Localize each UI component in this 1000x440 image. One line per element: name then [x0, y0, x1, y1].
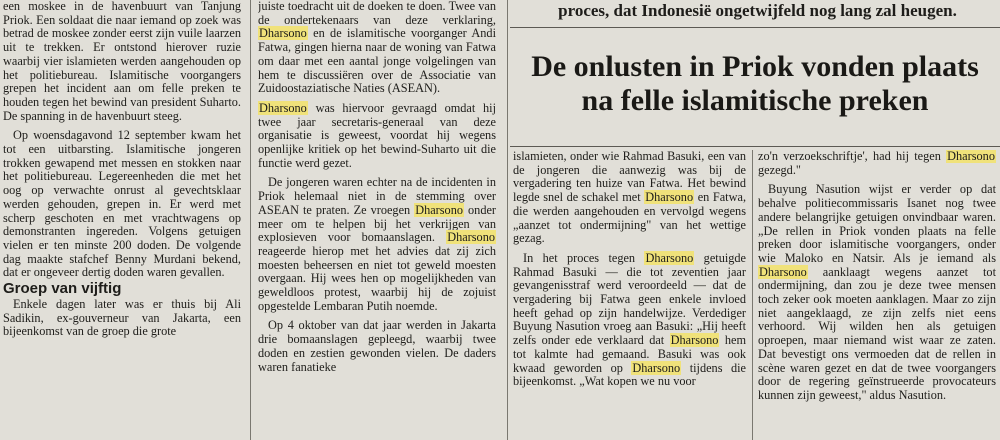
article-headline: De onlusten in Priok vonden plaats na felle islamitische preken — [531, 50, 979, 117]
col2-paragraph-1: juiste toedracht uit de doeken te doen. Twee van de ondertekenaars van deze verklaring, Dharsono en de islamitische voorganger Andi Fatwa, gingen hierna naar de woning van Fatwa om daar met een aantal jonge volgelingen van hem te discussiëren over de Associatie van Zuidoostaziatische Naties (ASEAN). — [258, 0, 496, 96]
column-3 — [513, 150, 746, 440]
col3-paragraph-2: In het proces tegen Dharsono getuigde Rahmad Basuki — die tot zeventien jaar gevangenisstraf werd veroordeeld — dat de vergadering bij Fatwa geen enkele invloed heeft gehad op zijn handelwijze. Verdediger Buyung Nasution vroeg aan Basuki: „Hij heeft zelfs onder ede verklaard dat Dharsono hem tot kalmte had gemaand. Basuki was ook kwaad geworden op Dharsono tijdens die bijeenkomst. „Wat kopen we nu voor — [513, 250, 746, 389]
col1-paragraph-3: Enkele dagen later was er thuis bij Ali Sadikin, ex-gouverneur van Jakarta, een bijeenkomst van de groep die grote — [3, 297, 241, 339]
name-highlight: Dharsono — [259, 100, 307, 115]
col1-paragraph-1: een moskee in de havenbuurt van Tanjung Priok. Een soldaat die naar iemand op zoek was betrad de moskee zonder eerst zijn vuile laarzen uit te trekken. Er ontstond hierover ruzie waarbij vier islamieten werden aangehouden op het politiebureau. Islamitische voorgangers grepen het incident aan om felle preken te houden tegen het bewind van president Suharto. De spanning in de havenbuurt steeg. — [3, 0, 241, 123]
name-highlight: Dharsono — [645, 190, 694, 205]
col1-paragraph-2: Op woensdagavond 12 september kwam het tot een uitbarsting. Islamitische jongeren trokken gewapend met messen en stokken naar het politiebureau. Legereenheden die met het oog op verwachte onrust al gevechtsklaar werden gehouden, grepen in. Er werd met scherp geschoten en met vrachtwagens op demonstranten ingereden. Volgens getuigen vielen er ten minste 200 doden. De volgende dag maakte stafchef Benny Murdani bekend, dat er ongeveer dertig doden waren gevallen. — [3, 128, 241, 280]
col4-paragraph-2: Buyung Nasution wijst er verder op dat behalve politiecommissaris Isanet nog twee andere belangrijke getuigen onvindbaar waren. „De rellen in Priok vonden plaats na felle preken door islamitische voorgangers, onder wie Maloko en Natsir. Als je iemand als Dharsono aanklaagt wegens aanzet tot ondermijning, dan zou je deze twee mensen toch zeker ook moeten aanklagen. Maar zo zijn niet aangeklaagd, ze zijn zelfs niet eens verhoord. Wij wilden hen als getuigen oproepen, maar niemand wist waar ze zaten. Dat bevestigt ons vermoeden dat de rellen in scène waren gezet en dat de twee voorgangers door de regering geïnstrueerde provocateurs kunnen zijn geweest," aldus Nasution. — [758, 182, 996, 402]
column-divider-1 — [250, 0, 251, 440]
name-highlight: Dharsono — [259, 26, 307, 41]
col2-paragraph-2: Dharsono was hiervoor gevraagd omdat hij twee jaar secretaris-generaal van deze organisatie is geweest, voordat hij wegens openlijke kritiek op het bewind-Suharto uit die functie werd gezet. — [258, 100, 496, 170]
previous-headline-tail: proces, dat Indonesië ongetwijfeld nog lang zal heugen. — [558, 1, 957, 20]
column-1 — [3, 0, 241, 440]
column-divider-3 — [752, 150, 753, 440]
col2-paragraph-4: Op 4 oktober van dat jaar werden in Jakarta drie bomaanslagen gepleegd, waarbij twee doden en zestien gewonden vielen. De daders waren fanatieke — [258, 318, 496, 374]
name-highlight: Dharsono — [447, 230, 496, 245]
column-2 — [258, 0, 496, 440]
column-4 — [758, 150, 996, 440]
subheading-groep-van-vijftig: Groep van vijftig — [3, 280, 122, 298]
name-highlight: Dharsono — [645, 250, 694, 265]
column-divider-2 — [507, 0, 508, 440]
headline-rule-bottom — [510, 146, 1000, 147]
col4-paragraph-1: zo'n verzoekschriftje', had hij tegen Dharsono gezegd." — [758, 150, 995, 177]
col3-paragraph-1: islamieten, onder wie Rahmad Basuki, een van de jongeren die aanwezig was bij de vergadering ten huize van Fatwa. Het bewind legde snel de schakel met Dharsono en Fatwa, die werden aangehouden en vervolgd wegens „aanzet tot ondermijning" van het wettige gezag. — [513, 150, 746, 246]
name-highlight: Dharsono — [947, 150, 995, 163]
name-highlight: Dharsono — [759, 264, 807, 279]
name-highlight: Dharsono — [415, 202, 464, 217]
col2-paragraph-3: De jongeren waren echter na de incidenten in Priok helemaal niet in de stemming over ASEAN te praten. Ze vroegen Dharsono onder meer om te helpen bij het verkrijgen van explosieven voor bomaanslagen. Dharsono reageerde hierop met het advies dat zij zich moesten beheersen en niet tot geweld moesten overgaan. Hij wees hen op mogelijkheden van geweldloos protest, waarbij hij de zojuist opgestelde Lembaran Putih noemde. — [258, 175, 496, 313]
name-highlight: Dharsono — [670, 333, 719, 348]
headline-rule-top — [510, 27, 1000, 28]
name-highlight: Dharsono — [632, 360, 681, 375]
